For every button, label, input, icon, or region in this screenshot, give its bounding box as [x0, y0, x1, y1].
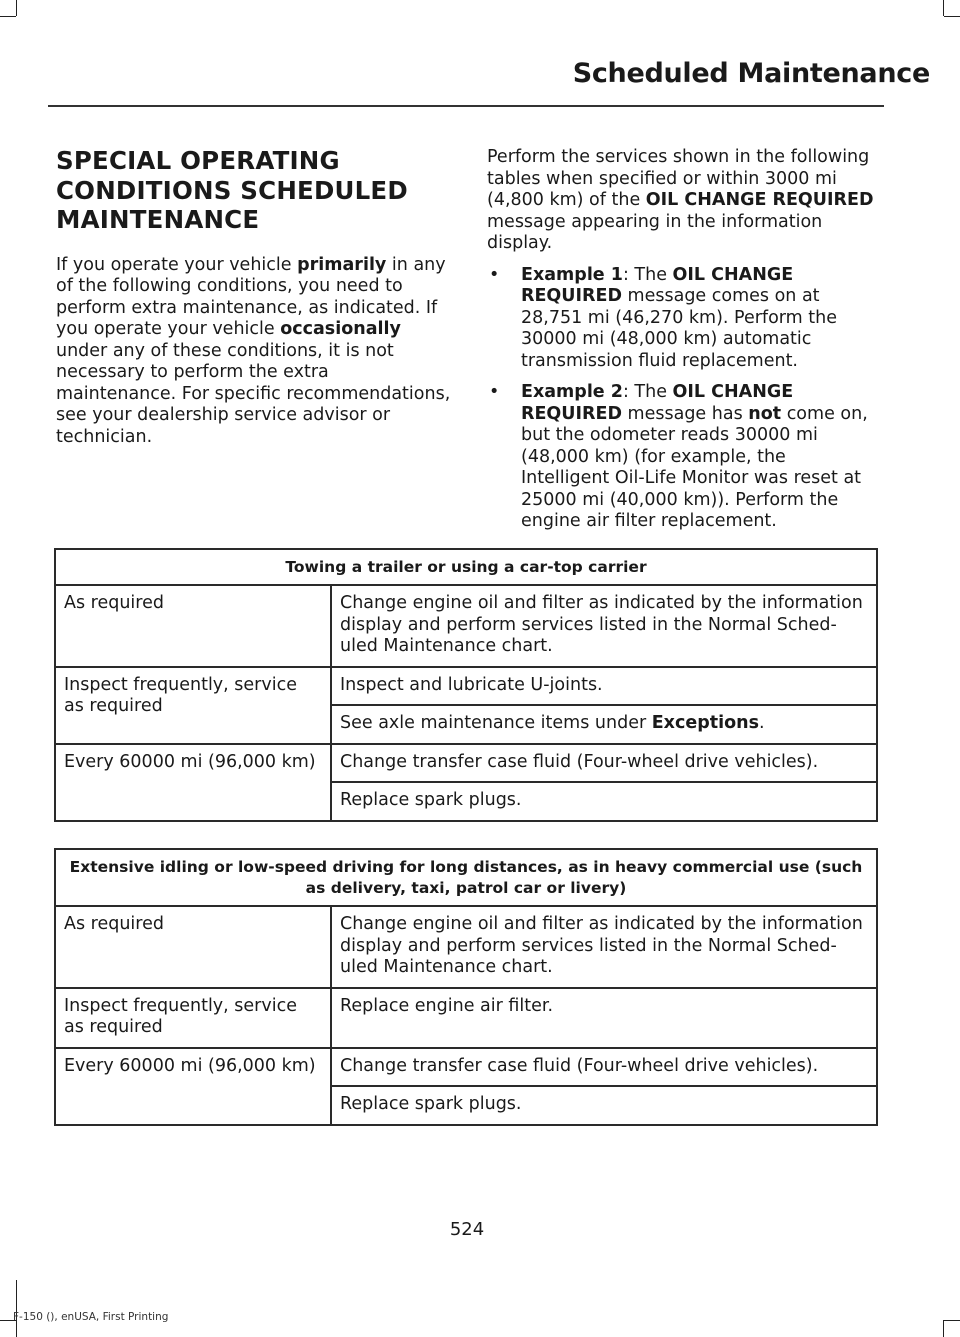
bullet: • [489, 382, 500, 402]
idling-table [54, 848, 878, 1126]
section-title-line-1: SPECIAL OPERATING [56, 146, 340, 175]
table-row [55, 906, 877, 988]
list-item [487, 265, 879, 373]
towing-table-title: Towing a trailer or using a car-top carrier [55, 549, 877, 585]
table-cell: Inspect frequently, service as required [55, 988, 331, 1048]
table-row [55, 585, 877, 667]
table-cell: Every 60000 mi (96,000 km) [55, 744, 331, 821]
section-title [56, 146, 451, 235]
page-header-title: Scheduled Maintenance [572, 58, 930, 89]
table-cell: Inspect and lubricate U-joints. [331, 667, 877, 706]
table-cell: Replace engine air filter. [331, 988, 877, 1048]
exceptions-pre: See axle maintenance items under [340, 713, 652, 733]
exceptions-end: . [759, 713, 765, 733]
example-2-not: not [748, 403, 782, 424]
crop-mark [943, 1320, 944, 1337]
example-1-bold: OIL CHANGE REQUIRED [521, 264, 794, 306]
crop-mark [943, 0, 944, 16]
table-cell: Inspect frequently, service as required [55, 667, 331, 744]
example-1-text: message comes on at 28,751 mi (46,270 km). Perform the 30000 mi (48,000 km) automatic transmission fluid replacement. [521, 286, 837, 371]
crop-mark [944, 1320, 960, 1321]
example-2-bold: OIL CHANGE REQUIRED [521, 382, 794, 424]
table-row [55, 667, 877, 706]
crop-mark [16, 1280, 17, 1337]
example-1-sep: : The [622, 264, 673, 285]
section-title-line-2: CONDITIONS SCHEDULED [56, 175, 408, 205]
table-row [55, 849, 877, 906]
instructions-column [487, 147, 879, 543]
table-cell: Every 60000 mi (96,000 km) [55, 1048, 331, 1125]
intro-column [56, 146, 451, 448]
exceptions-bold: Exceptions [651, 713, 759, 733]
intro-text-3: under any of these conditions, it is not necessary to perform the extra maintenance. For specific recommendations, see your dealership service advisor or technician. [56, 340, 451, 447]
example-2-label: Example 2 [521, 382, 623, 402]
example-1-label: Example 1 [521, 264, 623, 285]
table-cell: As required [55, 906, 331, 988]
intro-bold-occasionally: occasionally [280, 319, 401, 339]
intro-paragraph [56, 255, 451, 449]
table-row [55, 1048, 877, 1087]
example-2-mid: message has [621, 403, 749, 424]
intro-text-2: in any of the following conditions, you need to perform extra maintenance, as indicated. If you operate your vehicle [56, 254, 446, 339]
table-cell [331, 705, 877, 744]
table-row [55, 549, 877, 585]
instructions-paragraph [487, 147, 879, 255]
examples-list [487, 265, 879, 533]
page-number: 524 [449, 1219, 485, 1240]
towing-table [54, 548, 878, 822]
table-cell: Change engine oil and filter as indicated by the information display and perform services listed in the Normal Sched-uled Maintenance chart. [331, 585, 877, 667]
table-cell: Replace spark plugs. [331, 1086, 877, 1125]
table-row [55, 988, 877, 1048]
table-cell: Change transfer case fluid (Four-wheel drive vehicles). [331, 1048, 877, 1087]
section-title-line-3: MAINTENANCE [56, 205, 260, 234]
header-rule [48, 105, 884, 107]
idling-table-title: Extensive idling or low-speed driving for long distances, as in heavy commercial use (such as delivery, taxi, patrol car or livery) [55, 849, 877, 906]
intro-bold-primarily: primarily [297, 254, 387, 275]
crop-mark [0, 16, 16, 17]
crop-mark [16, 0, 17, 16]
table-cell: Change transfer case fluid (Four-wheel drive vehicles). [331, 744, 877, 783]
instructions-text-end: message appearing in the information display. [487, 211, 823, 253]
table-cell: As required [55, 585, 331, 667]
bullet: • [489, 264, 500, 285]
table-cell: Replace spark plugs. [331, 782, 877, 821]
instructions-text: Perform the services shown in the following tables when specified or within 3000 mi (4,800 km) of the [487, 147, 870, 210]
table-cell: Change engine oil and filter as indicated by the information display and perform services listed in the Normal Sched-uled Maintenance chart. [331, 906, 877, 988]
intro-text-1: If you operate your vehicle [56, 254, 298, 275]
list-item [487, 382, 879, 533]
oil-change-required-label: OIL CHANGE REQUIRED [645, 190, 874, 210]
footer-text: F-150 (), enUSA, First Printing [13, 1311, 169, 1323]
example-2-text: come on, but the odometer reads 30000 mi (48,000 km) (for example, the Intelligent Oil-Life Monitor was reset at 25000 mi (40,000 km)). Perform the engine air filter replacement. [521, 403, 868, 531]
example-2-sep: : The [622, 382, 673, 402]
table-row [55, 744, 877, 783]
crop-mark [944, 16, 960, 17]
